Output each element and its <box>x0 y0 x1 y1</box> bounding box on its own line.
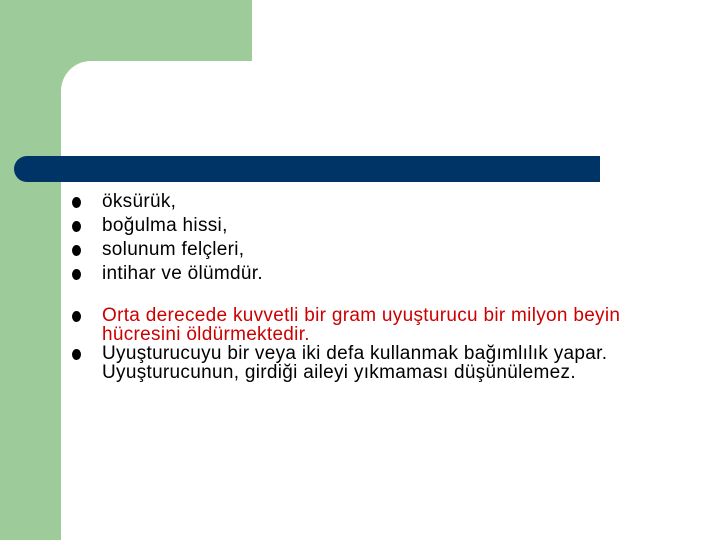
title-bar <box>14 156 600 182</box>
bullet-dot-icon <box>72 245 81 256</box>
list-item: solunum felçleri, <box>72 238 662 262</box>
bullet-group-symptoms <box>72 190 662 286</box>
list-item: boğulma hissi, <box>72 214 662 238</box>
bullet-dot-icon <box>72 311 81 322</box>
list-item: Orta derecede kuvvetli bir gram uyuşturucu bir milyon beyin hücresini öldürmektedir. <box>72 306 662 344</box>
bullet-dot-icon <box>72 197 81 208</box>
list-item: intihar ve ölümdür. <box>72 262 662 286</box>
bullet-dot-icon <box>72 269 81 280</box>
bullet-dot-icon <box>72 349 81 360</box>
bullet-list <box>72 190 662 398</box>
list-item: öksürük, <box>72 190 662 214</box>
bullet-group-warnings <box>72 306 662 382</box>
bullet-dot-icon <box>72 221 81 232</box>
list-item: Uyuşturucuyu bir veya iki defa kullanmak bağımlılık yapar. Uyuşturucunun, girdiği aileyi yıkmaması düşünülemez. <box>72 344 662 382</box>
